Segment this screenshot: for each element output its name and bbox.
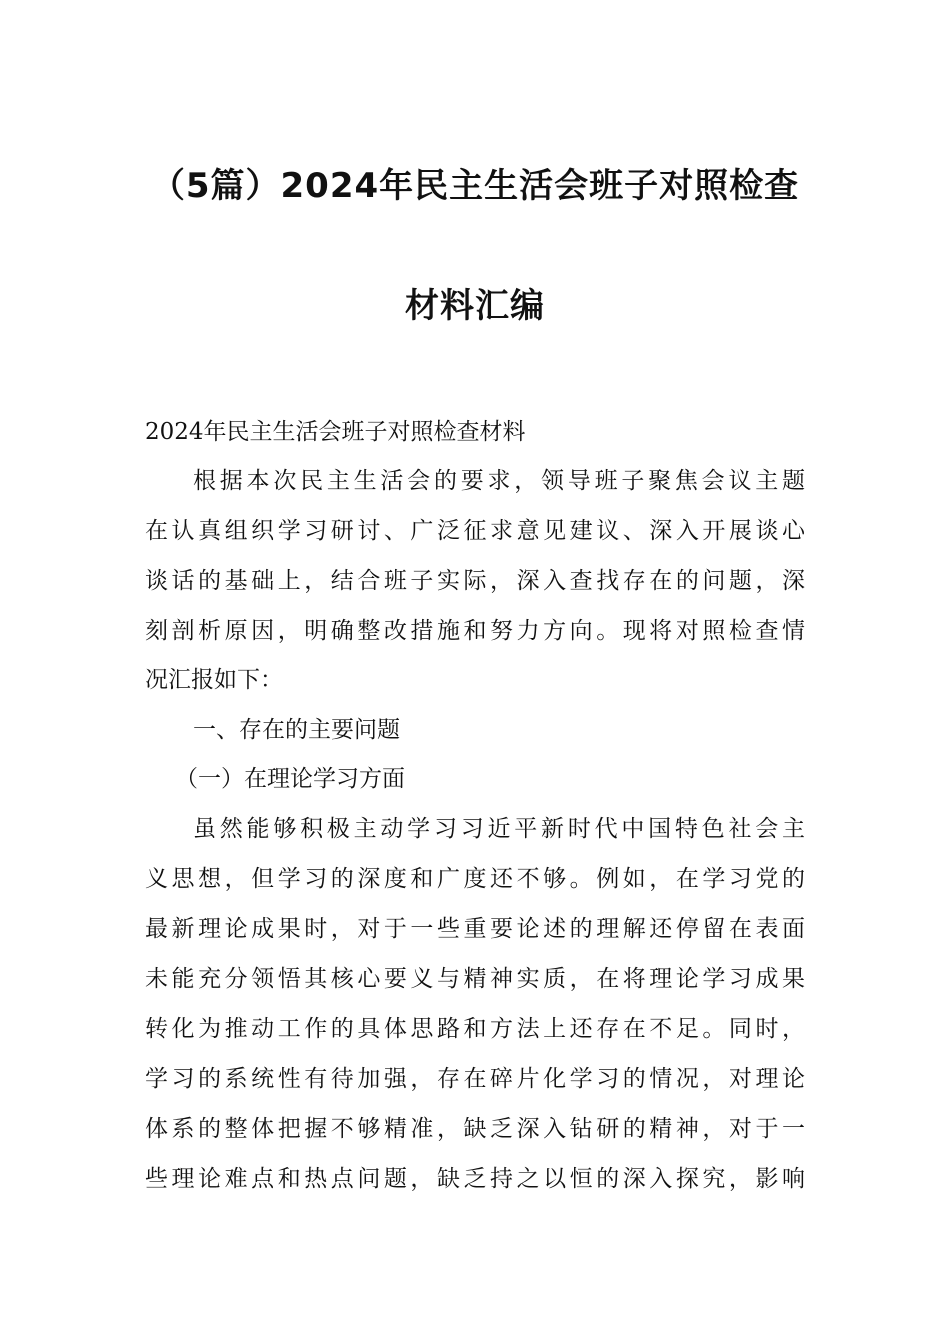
paragraph-line: 根据本次民主生活会的要求，领导班子聚焦会议主题: [193, 468, 805, 494]
document-title-line-2: 材料汇编: [405, 286, 545, 326]
paragraph-line: 未能充分领悟其核心要义与精神实质，在将理论学习成果: [145, 966, 805, 992]
paragraph-line: 况汇报如下：: [145, 667, 283, 693]
paragraph-line: 刻剖析原因，明确整改措施和努力方向。现将对照检查情: [145, 618, 805, 644]
paragraph-line: 义思想，但学习的深度和广度还不够。例如，在学习党的: [145, 866, 805, 892]
section-subtitle: 2024年民主生活会班子对照检查材料: [145, 419, 526, 445]
paragraph-line: 些理论难点和热点问题，缺乏持之以恒的深入探究，影响: [145, 1166, 805, 1192]
paragraph-line: 虽然能够积极主动学习习近平新时代中国特色社会主: [193, 816, 805, 842]
section-heading: 一、存在的主要问题: [193, 717, 400, 743]
paragraph-line: 谈话的基础上，结合班子实际，深入查找存在的问题，深: [145, 568, 805, 594]
document-title-line-1: （5篇）2024年民主生活会班子对照检查: [150, 166, 800, 206]
paragraph-line: 在认真组织学习研讨、广泛征求意见建议、深入开展谈心: [145, 518, 805, 544]
paragraph-line: 体系的整体把握不够精准，缺乏深入钻研的精神，对于一: [145, 1116, 805, 1142]
paragraph-line: 转化为推动工作的具体思路和方法上还存在不足。同时，: [145, 1016, 805, 1042]
subsection-heading: （一）在理论学习方面: [175, 766, 405, 792]
paragraph-line: 学习的系统性有待加强，存在碎片化学习的情况，对理论: [145, 1066, 805, 1092]
paragraph-line: 最新理论成果时，对于一些重要论述的理解还停留在表面: [145, 916, 805, 942]
